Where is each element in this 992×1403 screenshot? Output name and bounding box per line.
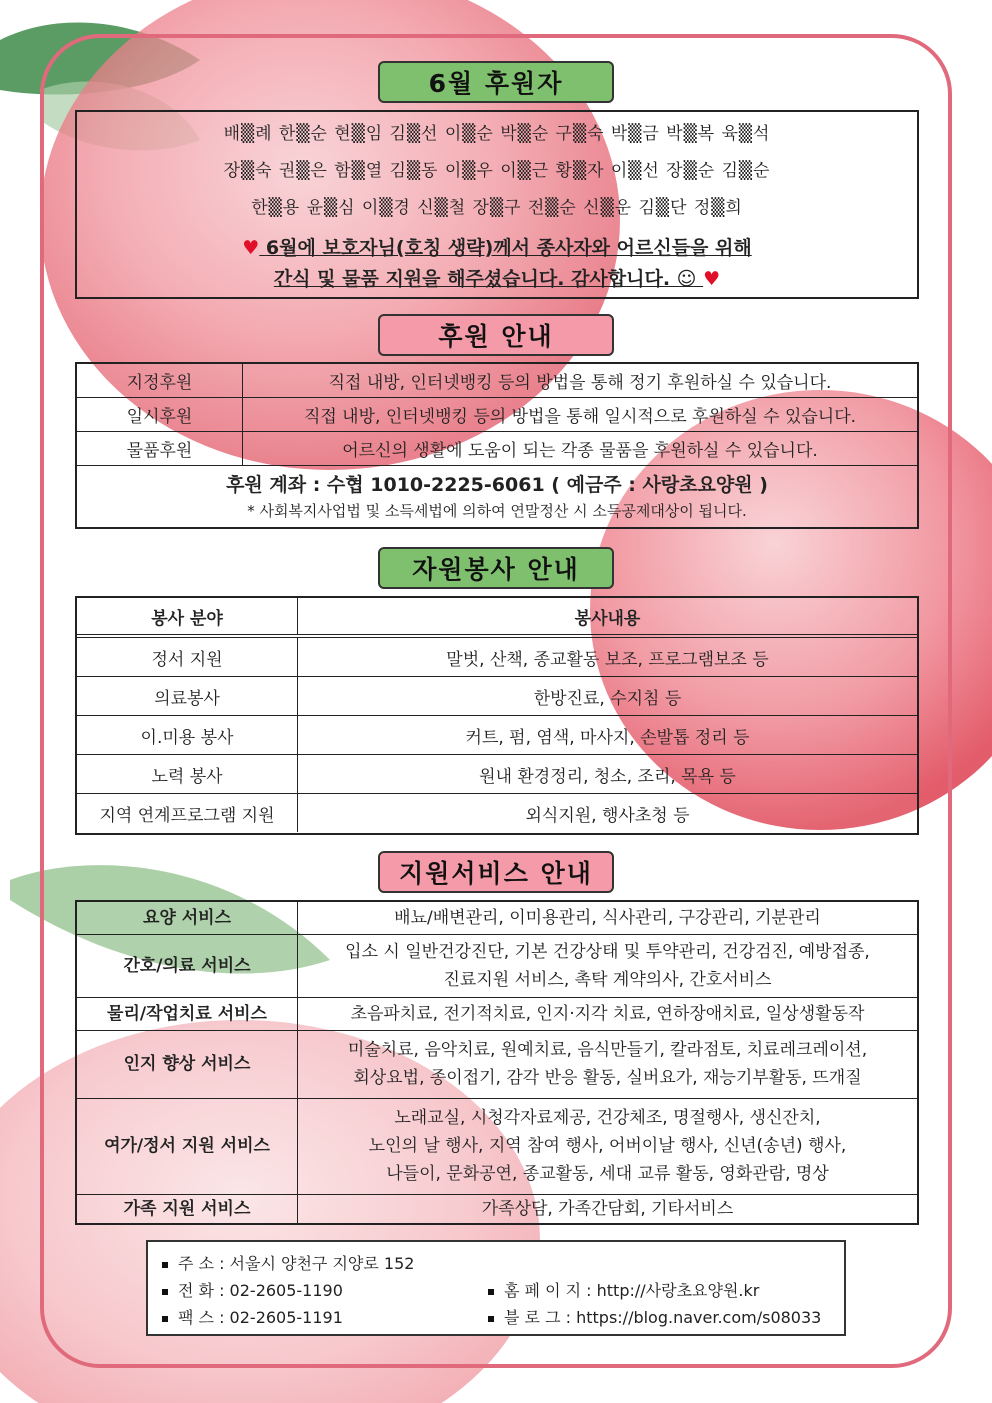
- support-type: 물품후원: [77, 432, 243, 466]
- volunteer-box: [75, 596, 919, 835]
- donor-line-2: 장▒숙 권▒은 함▒열 김▒동 이▒우 이▒근 황▒자 이▒선 장▒순 김▒순: [223, 161, 771, 181]
- volunteer-content: 원내 환경정리, 청소, 조리, 목욕 등: [298, 755, 918, 794]
- table-row: [77, 902, 917, 934]
- table-row: [77, 794, 917, 833]
- volunteer-content: 외식지원, 행사초청 등: [298, 794, 918, 833]
- services-title: 지원서비스 안내: [378, 851, 614, 893]
- service-desc-line: 초음파치료, 전기적치료, 인지·지각 치료, 연하장애치료, 일상생활동작: [350, 1003, 865, 1024]
- support-type: 일시후원: [77, 398, 243, 432]
- service-name: 요양 서비스: [77, 902, 298, 934]
- service-name: 인지 향상 서비스: [77, 1030, 298, 1098]
- service-name: 간호/의료 서비스: [77, 934, 298, 997]
- phone-item: [162, 1278, 343, 1301]
- service-desc: [298, 902, 918, 934]
- service-desc: [298, 1098, 918, 1194]
- service-desc-line: 나들이, 문화공연, 종교활동, 세대 교류 활동, 영화관람, 명상: [386, 1164, 829, 1184]
- volunteer-field: 노력 봉사: [77, 755, 298, 794]
- donor-line-3: 한▒용 윤▒심 이▒경 신▒철 장▒구 전▒순 신▒운 김▒단 정▒희: [251, 198, 743, 218]
- volunteer-field: 정서 지원: [77, 636, 298, 677]
- support-box: [75, 362, 919, 529]
- service-desc-line: 노래교실, 시청각자료제공, 건강체조, 명절행사, 생신잔치,: [394, 1108, 821, 1128]
- service-desc: [298, 1030, 918, 1098]
- bullet-icon: [488, 1316, 494, 1322]
- bank-account: 후원 계좌 : 수협 1010-2225-6061 ( 예금주 : 사랑초요양원 ): [226, 474, 768, 496]
- service-desc-line: 미술치료, 음악치료, 원예치료, 음식만들기, 칼라점토, 치료레크레이션,: [347, 1040, 868, 1060]
- table-row: [77, 398, 917, 432]
- support-desc: 어르신의 생활에 도움이 되는 각종 물품을 후원하실 수 있습니다.: [243, 432, 918, 466]
- thanks-message-line-2: [77, 264, 917, 295]
- service-desc: [298, 997, 918, 1030]
- service-desc-line: 회상요법, 종이접기, 감각 반응 활동, 실버요가, 재능기부활동, 뜨개질: [353, 1068, 862, 1088]
- volunteer-field: 의료봉사: [77, 677, 298, 716]
- phone-text: 전 화 : 02-2605-1190: [178, 1281, 343, 1300]
- bullet-icon: [488, 1289, 494, 1295]
- bullet-icon: [162, 1289, 168, 1295]
- table-row: [77, 997, 917, 1030]
- table-row: [77, 934, 917, 997]
- table-row: [77, 1194, 917, 1223]
- support-type: 지정후원: [77, 364, 243, 398]
- volunteer-field: 지역 연계프로그램 지원: [77, 794, 298, 833]
- fax-item: [162, 1305, 343, 1328]
- support-desc: 직접 내방, 인터넷뱅킹 등의 방법을 통해 일시적으로 후원하실 수 있습니다.: [243, 398, 918, 432]
- header-content: 봉사내용: [298, 598, 918, 636]
- volunteer-title: 자원봉사 안내: [378, 547, 614, 589]
- services-box: [75, 900, 919, 1225]
- service-desc-line: 가족상담, 가족간담회, 기타서비스: [481, 1198, 734, 1219]
- address-text: 주 소 : 서울시 양천구 지양로 152: [178, 1254, 415, 1273]
- thanks-message-line-1: [77, 233, 917, 264]
- fax-text: 팩 스 : 02-2605-1191: [178, 1308, 343, 1327]
- blog-item[interactable]: [488, 1305, 821, 1328]
- service-desc-line: 입소 시 일반건강진단, 기본 건강상태 및 투약관리, 건강검진, 예방접종,: [345, 941, 870, 962]
- bullet-icon: [162, 1316, 168, 1322]
- donors-box: [75, 110, 919, 299]
- table-row: [77, 677, 917, 716]
- volunteer-content: 말벗, 산책, 종교활동 보조, 프로그램보조 등: [298, 636, 918, 677]
- table-header-row: [77, 598, 917, 636]
- table-row: [77, 755, 917, 794]
- volunteer-content: 한방진료, 수지침 등: [298, 677, 918, 716]
- header-field: 봉사 분야: [77, 598, 298, 636]
- table-row: [77, 432, 917, 466]
- address-item: [162, 1251, 414, 1274]
- donors-title: 6월 후원자: [378, 61, 614, 103]
- volunteer-table: [77, 598, 917, 832]
- volunteer-field: 이.미용 봉사: [77, 716, 298, 755]
- thanks-text-1: 6월에 보호자님(호칭 생략)께서 종사자와 어르신들을 위해: [265, 237, 752, 259]
- thanks-text-2: 간식 및 물품 지원을 해주셨습니다. 감사합니다. ☺: [273, 268, 697, 290]
- support-table: [77, 364, 917, 466]
- table-row: [77, 636, 917, 677]
- service-desc: [298, 1194, 918, 1223]
- tax-note: * 사회복지사업법 및 소득세법에 의하여 연말정산 시 소득공제대상이 됩니다.: [247, 502, 747, 520]
- service-name: 여가/정서 지원 서비스: [77, 1098, 298, 1194]
- services-table: [77, 902, 917, 1223]
- service-desc: [298, 934, 918, 997]
- service-desc-line: 배뇨/배변관리, 이미용관리, 식사관리, 구강관리, 기분관리: [394, 907, 821, 928]
- contact-info-box: [146, 1240, 846, 1336]
- table-row: [77, 1098, 917, 1194]
- homepage-item[interactable]: [488, 1278, 759, 1301]
- support-desc: 직접 내방, 인터넷뱅킹 등의 방법을 통해 정기 후원하실 수 있습니다.: [243, 364, 918, 398]
- homepage-link[interactable]: 홈 페 이 지 : http://사랑초요양원.kr: [504, 1281, 760, 1300]
- bullet-icon: [162, 1262, 168, 1268]
- blog-link[interactable]: 블 로 그 : https://blog.naver.com/s08033: [504, 1308, 822, 1327]
- service-name: 물리/작업치료 서비스: [77, 997, 298, 1030]
- heart-icon: ♥: [703, 268, 721, 290]
- account-info: [77, 466, 917, 522]
- service-desc-line: 진료지원 서비스, 촉탁 계약의사, 간호서비스: [443, 969, 772, 990]
- volunteer-content: 커트, 펌, 염색, 마사지, 손발톱 정리 등: [298, 716, 918, 755]
- support-title: 후원 안내: [378, 314, 614, 356]
- heart-icon: ♥: [242, 237, 260, 259]
- service-desc-line: 노인의 날 행사, 지역 참여 행사, 어버이날 행사, 신년(송년) 행사,: [368, 1136, 847, 1156]
- table-row: [77, 716, 917, 755]
- service-name: 가족 지원 서비스: [77, 1194, 298, 1223]
- table-row: [77, 364, 917, 398]
- table-row: [77, 1030, 917, 1098]
- donor-line-1: 배▒례 한▒순 현▒임 김▒선 이▒순 박▒순 구▒숙 박▒금 박▒복 육▒석: [223, 124, 771, 144]
